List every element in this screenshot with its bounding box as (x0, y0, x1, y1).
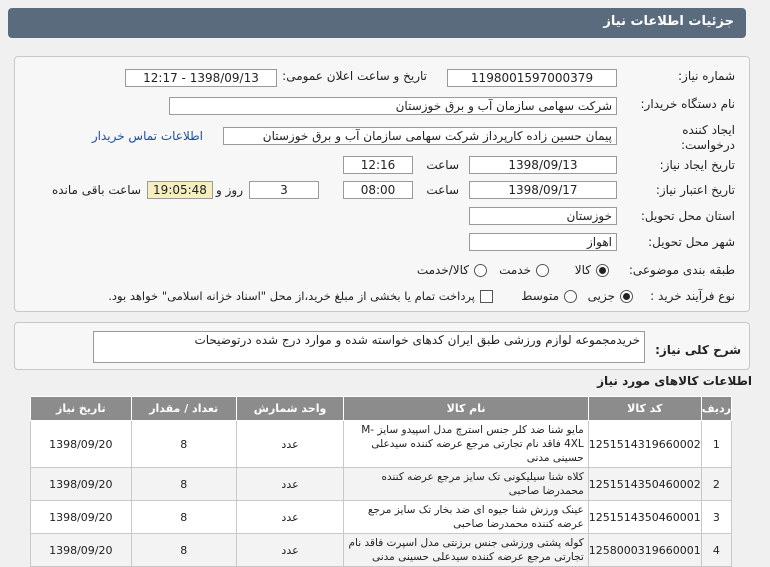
item-qty: 8 (131, 501, 236, 534)
item-qty: 8 (131, 421, 236, 468)
treasury-payment-checkbox[interactable] (480, 290, 493, 303)
city-label: شهر محل تحویل: (648, 235, 735, 249)
category-service-radio[interactable] (536, 264, 549, 277)
treasury-payment-note: پرداخت تمام یا بخشی از مبلغ خرید،از محل "اسناد خزانه اسلامی" خواهد بود. (108, 289, 475, 303)
description-label: شرح کلی نیاز: (655, 343, 741, 357)
need-details-panel (14, 56, 750, 312)
item-unit: عدد (236, 534, 344, 567)
buyer-field: شرکت سهامی سازمان آب و برق خوزستان (169, 97, 617, 115)
creator-label: ایجاد کننده (682, 123, 735, 137)
process-label: نوع فرآیند خرید : (650, 289, 735, 303)
creator-field: پیمان حسین زاده کارپرداز شرکت سهامی سازمان آب و برق خوزستان (223, 127, 617, 145)
item-date: 1398/09/20 (31, 468, 132, 501)
col-date-header: تاریخ نیاز (31, 397, 132, 421)
announce-label: تاریخ و ساعت اعلان عمومی: (282, 69, 427, 83)
col-name-header: نام کالا (344, 397, 588, 421)
days-field: 3 (249, 181, 319, 199)
days-label: روز و (216, 183, 243, 197)
province-label: استان محل تحویل: (640, 209, 735, 223)
category-service-label: خدمت (499, 263, 531, 277)
created-time-label: ساعت (426, 158, 459, 172)
process-partial-radio[interactable] (620, 290, 633, 303)
city-field: اهواز (469, 233, 617, 251)
created-date-field: 1398/09/13 (469, 156, 617, 174)
items-table (30, 396, 732, 567)
item-code: 1251514350460001 (588, 501, 701, 534)
buyer-label: نام دستگاه خریدار: (640, 97, 735, 111)
page-title-bar (8, 8, 746, 38)
row-number: 4 (701, 534, 731, 567)
valid-time-field: 08:00 (343, 181, 413, 199)
creator-label-2: درخواست: (681, 138, 735, 152)
item-name: مایو شنا ضد کلر جنس استرچ مدل اسپیدو سایز M-4XL فاقد نام تجارتی مرجع عرضه کننده سیدعلی حسینی مدنی (344, 421, 588, 468)
process-partial-label: جزیی (587, 289, 615, 303)
remaining-time-field: 19:05:48 (147, 181, 213, 199)
province-field: خوزستان (469, 207, 617, 225)
table-header-row (31, 397, 732, 421)
item-name: عینک ورزش شنا جیوه ای ضد بخار تک سایز مرجع عرضه کننده محمدرضا صاحبی (344, 501, 588, 534)
category-goods-service-label: کالا/خدمت (416, 263, 469, 277)
table-row[interactable] (31, 534, 732, 567)
description-panel (14, 322, 750, 370)
items-section-title: اطلاعات کالاهای مورد نیاز (597, 374, 752, 388)
need-number-field: 1198001597000379 (447, 69, 617, 87)
category-goods-radio[interactable] (596, 264, 609, 277)
category-label: طبقه بندی موضوعی: (628, 263, 735, 277)
row-number: 2 (701, 468, 731, 501)
item-qty: 8 (131, 468, 236, 501)
item-unit: عدد (236, 421, 344, 468)
description-field: خریدمجموعه لوازم ورزشی طبق ایران کدهای خواسته شده و موارد درج شده درتوضیحات (93, 331, 645, 363)
item-date: 1398/09/20 (31, 501, 132, 534)
item-unit: عدد (236, 468, 344, 501)
table-row[interactable] (31, 421, 732, 468)
table-row[interactable] (31, 501, 732, 534)
created-time-field: 12:16 (343, 156, 413, 174)
item-name: کوله پشتی ورزشی جنس برزنتی مدل اسپرت فاقد نام تجارتی مرجع عرضه کننده سیدعلی حسینی مدنی (344, 534, 588, 567)
item-code: 1251514350460002 (588, 468, 701, 501)
col-row-header: ردیف (701, 397, 731, 421)
col-code-header: کد کالا (588, 397, 701, 421)
item-qty: 8 (131, 534, 236, 567)
process-medium-radio[interactable] (564, 290, 577, 303)
announce-field: 1398/09/13 - 12:17 (125, 69, 277, 87)
valid-time-label: ساعت (426, 183, 459, 197)
col-unit-header: واحد شمارش (236, 397, 344, 421)
item-date: 1398/09/20 (31, 534, 132, 567)
created-date-label: تاریخ ایجاد نیاز: (659, 158, 735, 172)
category-goods-service-radio[interactable] (474, 264, 487, 277)
item-name: کلاه شنا سیلیکونی تک سایز مرجع عرضه کننده محمدرضا صاحبی (344, 468, 588, 501)
page-title: جزئیات اطلاعات نیاز (603, 14, 734, 29)
item-code: 1251514319660002 (588, 421, 701, 468)
contact-buyer-link[interactable]: اطلاعات تماس خریدار (91, 129, 203, 143)
item-unit: عدد (236, 501, 344, 534)
valid-date-field: 1398/09/17 (469, 181, 617, 199)
item-code: 1258000319660001 (588, 534, 701, 567)
row-number: 3 (701, 501, 731, 534)
category-goods-label: کالا (574, 263, 591, 277)
process-medium-label: متوسط (521, 289, 559, 303)
item-date: 1398/09/20 (31, 421, 132, 468)
remaining-label: ساعت باقی مانده (51, 183, 141, 197)
table-row[interactable] (31, 468, 732, 501)
col-qty-header: تعداد / مقدار (131, 397, 236, 421)
row-number: 1 (701, 421, 731, 468)
valid-date-label: تاریخ اعتبار نیاز: (655, 183, 735, 197)
need-number-label: شماره نیاز: (678, 69, 735, 83)
